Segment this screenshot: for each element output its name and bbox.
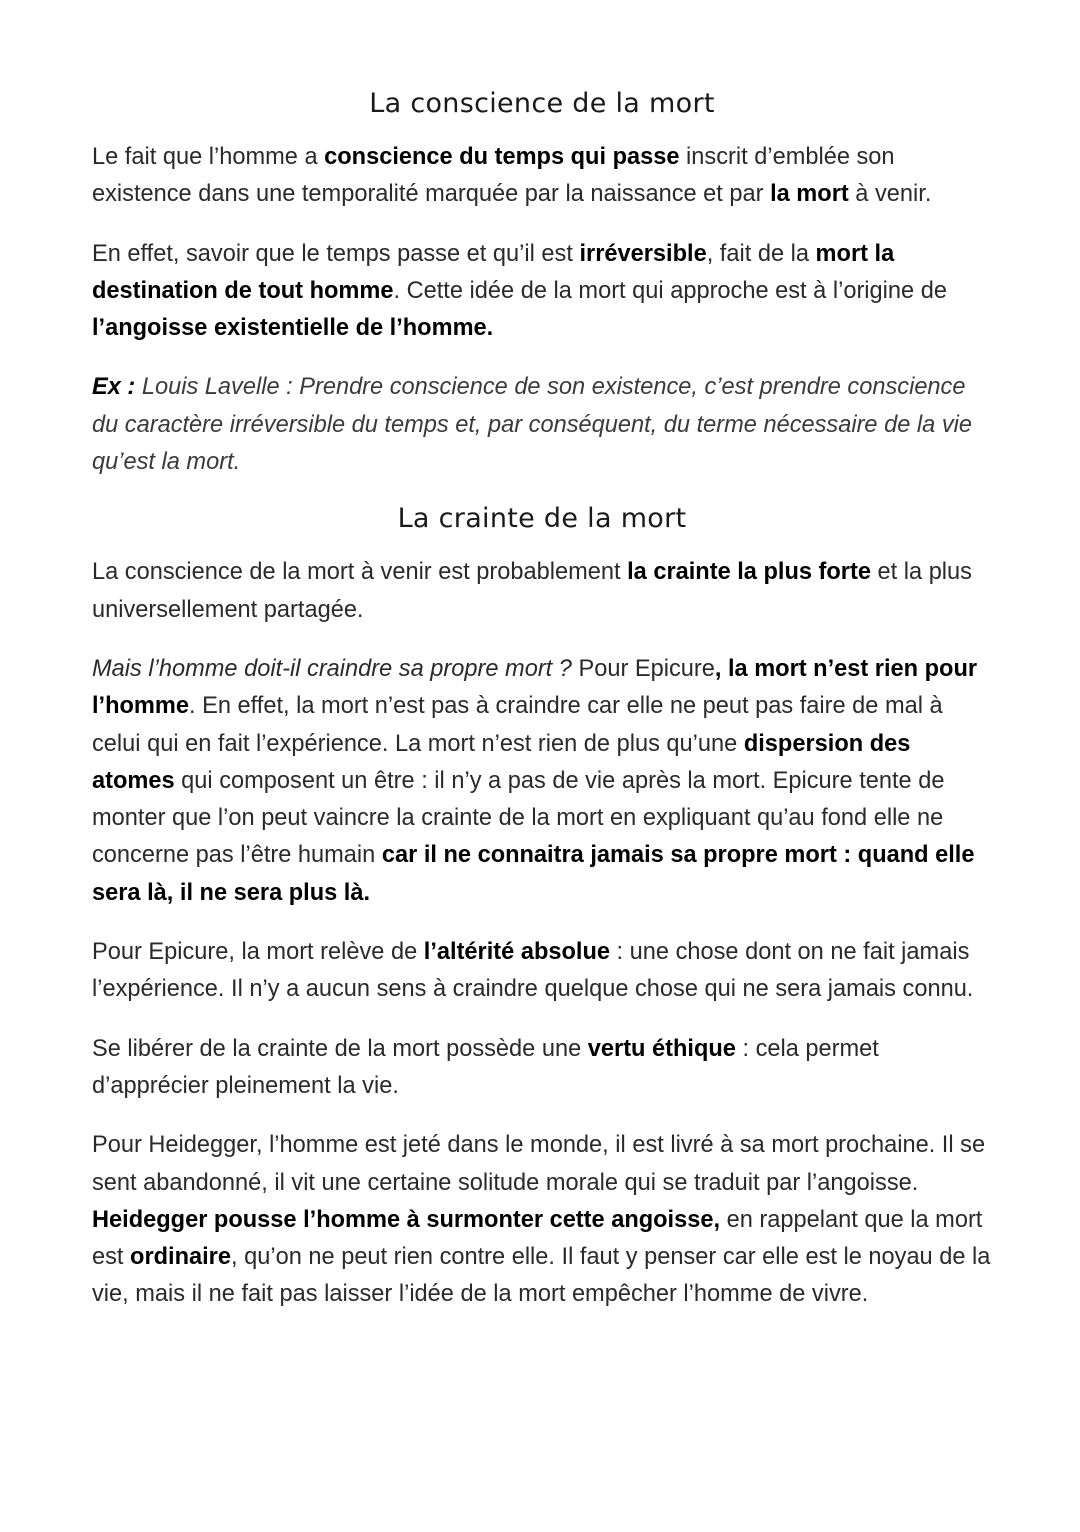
paragraph: [92, 554, 992, 629]
text-run: : cela permet d’apprécier pleinement la vie.: [92, 1035, 879, 1099]
bold-text: mort la destination de tout homme: [92, 240, 895, 304]
text-run: qui composent un être : il n’y a pas de vie après la mort. Epicure tente de monter que l’on peut vaincre la crainte de la mort en expliquant qu’au fond elle ne concerne pas l’être humain: [92, 767, 945, 869]
bold-text: Ex :: [92, 374, 136, 401]
section-title: La conscience de la mort: [369, 88, 715, 119]
bold-text: la crainte la plus forte: [627, 559, 871, 586]
bold-text: car il ne connaitra jamais sa propre mort : quand elle sera là, il ne sera plus là.: [92, 842, 975, 906]
text-run: . En effet, la mort n’est pas à craindre car elle ne peut pas faire de mal à celui qui en fait l’expérience. La mort n’est rien de plus qu’une: [92, 693, 943, 757]
bold-text: vertu éthique: [587, 1035, 736, 1062]
paragraph: [92, 651, 992, 912]
example-quote: [92, 369, 992, 481]
text-run: en rappelant que la mort est: [92, 1206, 983, 1271]
text-run: inscrit d’emblée son existence dans une temporalité marquée par la naissance et par: [92, 144, 895, 208]
bold-text: dispersion des atomes: [92, 730, 911, 794]
text-run: : une chose dont on ne fait jamais l’expérience. Il n’y a aucun sens à craindre quelque chose qui ne sera jamais connu.: [92, 939, 974, 1003]
text-run: En effet, savoir que le temps passe et qu’il est: [92, 240, 580, 267]
text-run: . Cette idée de la mort qui approche est à l’origine de: [393, 277, 947, 304]
bold-text: , la mort n’est rien pour l’homme: [92, 655, 978, 720]
paragraph: [92, 139, 992, 214]
bold-text: l’altérité absolue: [423, 939, 610, 966]
italic-text: Mais l’homme doit-il craindre sa propre mort ?: [92, 655, 572, 682]
paragraph: [92, 236, 992, 348]
text-run: La conscience de la mort à venir est probablement: [92, 559, 628, 586]
bold-text: Heidegger pousse l’homme à surmonter cette angoisse,: [92, 1206, 721, 1233]
text-run: , qu’on ne peut rien contre elle. Il faut y penser car elle est le noyau de la vie, mais il ne fait pas laisser l’idée de la mort empêcher l’homme de vivre.: [92, 1244, 991, 1308]
paragraph: [92, 934, 992, 1009]
text-run: Le fait que l’homme a: [92, 144, 325, 170]
text-run: et la plus universellement partagée.: [92, 559, 972, 623]
bold-text: irréversible: [579, 240, 707, 267]
text-run: Pour Heidegger, l’homme est jeté dans le monde, il est livré à sa mort prochaine. Il se sent abandonné, il vit une certaine solitude morale qui se traduit par l’angoisse.: [92, 1132, 986, 1196]
paragraph: [92, 1031, 992, 1106]
italic-text: Louis Lavelle : Prendre conscience de son existence, c’est prendre conscience du caractère irréversible du temps et, par conséquent, du terme nécessaire de la vie qu’est la mort.: [92, 374, 972, 476]
text-run: à venir.: [848, 181, 932, 208]
section-title: La crainte de la mort: [397, 503, 687, 535]
bold-text: ordinaire: [130, 1244, 231, 1271]
bold-text: l’angoisse existentielle de l’homme.: [92, 315, 494, 342]
document-page: [92, 88, 992, 1336]
text-run: , fait de la: [706, 240, 816, 267]
paragraph: [92, 1127, 992, 1313]
bold-text: conscience du temps qui passe: [324, 144, 680, 170]
text-run: Se libérer de la crainte de la mort possède une: [92, 1035, 588, 1062]
text-run: Pour Epicure: [571, 655, 715, 682]
bold-text: la mort: [770, 181, 849, 208]
text-run: Pour Epicure, la mort relève de: [92, 939, 424, 966]
